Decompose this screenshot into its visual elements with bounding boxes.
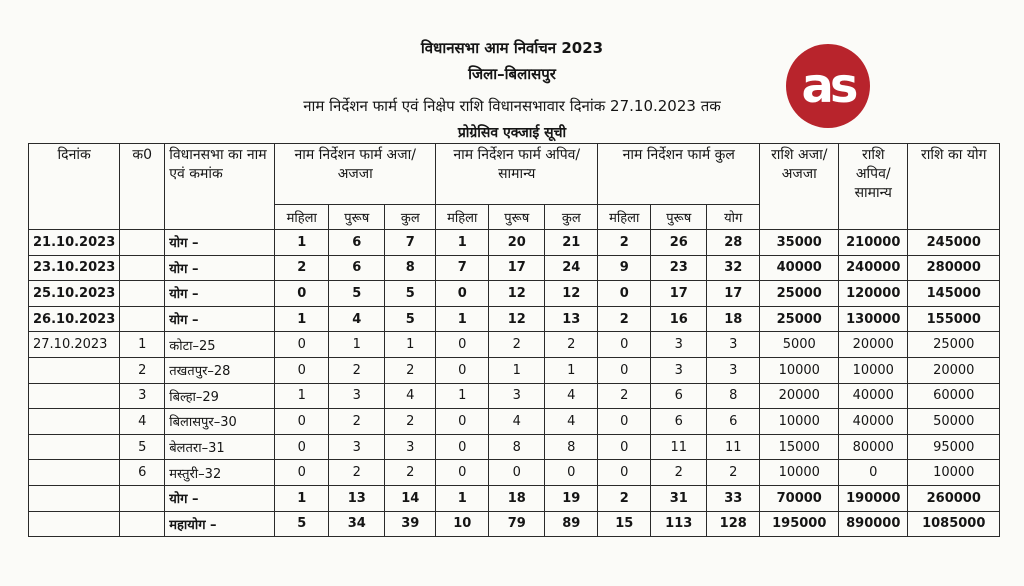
row-cell: 28 bbox=[707, 230, 760, 256]
table-row bbox=[29, 511, 1000, 537]
progressive-table bbox=[28, 143, 1000, 537]
row-cell: 40000 bbox=[839, 409, 908, 435]
table-body bbox=[29, 230, 1000, 537]
subheader-female: महिला bbox=[275, 205, 329, 230]
row-cell: 11 bbox=[707, 434, 760, 460]
row-cell: 4 bbox=[385, 383, 436, 409]
row-constituency: बेलतरा–31 bbox=[165, 434, 275, 460]
row-cell: 31 bbox=[651, 485, 707, 511]
row-cell: 0 bbox=[545, 460, 598, 486]
table-row bbox=[29, 434, 1000, 460]
row-constituency: बिल्हा–29 bbox=[165, 383, 275, 409]
header-date: दिनांक bbox=[29, 144, 120, 230]
row-cell: 128 bbox=[707, 511, 760, 537]
row-cell: 70000 bbox=[760, 485, 839, 511]
row-cell: 15000 bbox=[760, 434, 839, 460]
row-constituency: योग – bbox=[165, 281, 275, 307]
row-constituency: योग – bbox=[165, 485, 275, 511]
row-serial: 4 bbox=[120, 409, 165, 435]
row-serial: 2 bbox=[120, 357, 165, 383]
row-cell: 2 bbox=[598, 383, 651, 409]
row-cell: 0 bbox=[598, 409, 651, 435]
list-title: प्रोग्रेसिव एक्जाई सूची bbox=[457, 125, 567, 141]
row-cell: 5 bbox=[275, 511, 329, 537]
row-cell: 0 bbox=[436, 409, 489, 435]
row-serial bbox=[120, 485, 165, 511]
row-cell: 8 bbox=[545, 434, 598, 460]
row-cell: 155000 bbox=[908, 306, 1000, 332]
subheader-female: महिला bbox=[598, 205, 651, 230]
row-cell: 5 bbox=[385, 281, 436, 307]
subheader-female: महिला bbox=[436, 205, 489, 230]
row-date bbox=[29, 460, 120, 486]
header-group-obc-general: नाम निर्देशन फार्म अपिव/सामान्य bbox=[436, 144, 598, 205]
row-cell: 1 bbox=[436, 485, 489, 511]
row-cell: 2 bbox=[489, 332, 545, 358]
row-cell: 0 bbox=[598, 434, 651, 460]
row-cell: 10000 bbox=[760, 357, 839, 383]
row-serial bbox=[120, 511, 165, 537]
row-cell: 1 bbox=[385, 332, 436, 358]
row-constituency: महायोग – bbox=[165, 511, 275, 537]
row-cell: 3 bbox=[329, 383, 385, 409]
row-cell: 26 bbox=[651, 230, 707, 256]
row-constituency: बिलासपुर–30 bbox=[165, 409, 275, 435]
row-cell: 24 bbox=[545, 255, 598, 281]
row-cell: 21 bbox=[545, 230, 598, 256]
row-cell: 13 bbox=[545, 306, 598, 332]
row-cell: 8 bbox=[489, 434, 545, 460]
row-cell: 4 bbox=[329, 306, 385, 332]
row-constituency: मस्तुरी–32 bbox=[165, 460, 275, 486]
row-date bbox=[29, 434, 120, 460]
row-cell: 8 bbox=[385, 255, 436, 281]
row-cell: 18 bbox=[707, 306, 760, 332]
row-date bbox=[29, 383, 120, 409]
subheader-male: पुरूष bbox=[651, 205, 707, 230]
row-cell: 2 bbox=[545, 332, 598, 358]
row-cell: 10000 bbox=[839, 357, 908, 383]
row-cell: 20000 bbox=[839, 332, 908, 358]
row-cell: 5 bbox=[329, 281, 385, 307]
header-serial: क0 bbox=[120, 144, 165, 230]
row-cell: 3 bbox=[707, 357, 760, 383]
header-amount-sc-st: राशि अजा/अजजा bbox=[760, 144, 839, 230]
table-row bbox=[29, 306, 1000, 332]
row-cell: 10000 bbox=[908, 460, 1000, 486]
row-cell: 0 bbox=[598, 281, 651, 307]
row-cell: 130000 bbox=[839, 306, 908, 332]
row-date: 27.10.2023 bbox=[29, 332, 120, 358]
row-cell: 0 bbox=[839, 460, 908, 486]
row-cell: 40000 bbox=[760, 255, 839, 281]
subheader-male: पुरूष bbox=[329, 205, 385, 230]
row-cell: 14 bbox=[385, 485, 436, 511]
row-cell: 20 bbox=[489, 230, 545, 256]
row-cell: 210000 bbox=[839, 230, 908, 256]
row-cell: 50000 bbox=[908, 409, 1000, 435]
row-cell: 240000 bbox=[839, 255, 908, 281]
row-cell: 32 bbox=[707, 255, 760, 281]
table-row bbox=[29, 255, 1000, 281]
row-date bbox=[29, 485, 120, 511]
row-cell: 1 bbox=[275, 306, 329, 332]
row-cell: 0 bbox=[275, 332, 329, 358]
row-cell: 0 bbox=[489, 460, 545, 486]
row-cell: 0 bbox=[275, 409, 329, 435]
row-cell: 1 bbox=[275, 383, 329, 409]
row-cell: 79 bbox=[489, 511, 545, 537]
row-cell: 2 bbox=[329, 460, 385, 486]
row-cell: 120000 bbox=[839, 281, 908, 307]
row-cell: 5000 bbox=[760, 332, 839, 358]
logo-text: as bbox=[801, 58, 855, 114]
row-cell: 3 bbox=[489, 383, 545, 409]
row-cell: 19 bbox=[545, 485, 598, 511]
row-cell: 1 bbox=[436, 383, 489, 409]
row-cell: 2 bbox=[598, 485, 651, 511]
row-cell: 260000 bbox=[908, 485, 1000, 511]
row-cell: 1 bbox=[545, 357, 598, 383]
row-constituency: तखतपुर–28 bbox=[165, 357, 275, 383]
row-cell: 9 bbox=[598, 255, 651, 281]
header-amount-obc-general: राशि अपिव/सामान्य bbox=[839, 144, 908, 230]
row-cell: 0 bbox=[598, 357, 651, 383]
district-title: जिला–बिलासपुर bbox=[468, 65, 556, 83]
row-cell: 4 bbox=[545, 383, 598, 409]
row-cell: 195000 bbox=[760, 511, 839, 537]
row-cell: 17 bbox=[651, 281, 707, 307]
row-cell: 6 bbox=[651, 383, 707, 409]
row-cell: 2 bbox=[385, 409, 436, 435]
table-row bbox=[29, 230, 1000, 256]
row-cell: 25000 bbox=[908, 332, 1000, 358]
row-constituency: योग – bbox=[165, 306, 275, 332]
row-cell: 17 bbox=[707, 281, 760, 307]
row-cell: 11 bbox=[651, 434, 707, 460]
row-cell: 35000 bbox=[760, 230, 839, 256]
row-cell: 2 bbox=[598, 306, 651, 332]
row-cell: 39 bbox=[385, 511, 436, 537]
row-cell: 7 bbox=[436, 255, 489, 281]
table-row bbox=[29, 409, 1000, 435]
row-cell: 40000 bbox=[839, 383, 908, 409]
row-date: 25.10.2023 bbox=[29, 281, 120, 307]
row-cell: 25000 bbox=[760, 281, 839, 307]
row-cell: 1 bbox=[275, 485, 329, 511]
table-row bbox=[29, 460, 1000, 486]
subheader-total: कुल bbox=[545, 205, 598, 230]
row-cell: 2 bbox=[651, 460, 707, 486]
table-row bbox=[29, 485, 1000, 511]
table-row bbox=[29, 357, 1000, 383]
row-cell: 3 bbox=[651, 332, 707, 358]
row-cell: 6 bbox=[329, 230, 385, 256]
row-cell: 2 bbox=[598, 230, 651, 256]
row-cell: 89 bbox=[545, 511, 598, 537]
row-cell: 0 bbox=[436, 332, 489, 358]
row-cell: 113 bbox=[651, 511, 707, 537]
row-cell: 6 bbox=[651, 409, 707, 435]
row-cell: 1 bbox=[275, 230, 329, 256]
row-cell: 25000 bbox=[760, 306, 839, 332]
row-cell: 33 bbox=[707, 485, 760, 511]
row-cell: 20000 bbox=[760, 383, 839, 409]
row-cell: 20000 bbox=[908, 357, 1000, 383]
election-title: विधानसभा आम निर्वाचन 2023 bbox=[420, 39, 604, 57]
row-cell: 5 bbox=[385, 306, 436, 332]
row-cell: 2 bbox=[707, 460, 760, 486]
row-cell: 95000 bbox=[908, 434, 1000, 460]
row-cell: 1 bbox=[436, 230, 489, 256]
row-serial bbox=[120, 255, 165, 281]
subheader-sum: योग bbox=[707, 205, 760, 230]
row-cell: 0 bbox=[598, 460, 651, 486]
row-cell: 10000 bbox=[760, 460, 839, 486]
row-cell: 1 bbox=[489, 357, 545, 383]
header-group-total: नाम निर्देशन फार्म कुल bbox=[598, 144, 760, 205]
header-constituency: विधानसभा का नाम एवं कमांक bbox=[165, 144, 275, 230]
row-cell: 0 bbox=[275, 357, 329, 383]
row-cell: 2 bbox=[385, 460, 436, 486]
row-cell: 280000 bbox=[908, 255, 1000, 281]
row-cell: 2 bbox=[275, 255, 329, 281]
row-cell: 10000 bbox=[760, 409, 839, 435]
row-cell: 0 bbox=[275, 460, 329, 486]
row-cell: 4 bbox=[489, 409, 545, 435]
row-cell: 80000 bbox=[839, 434, 908, 460]
row-cell: 13 bbox=[329, 485, 385, 511]
table-row bbox=[29, 281, 1000, 307]
row-cell: 2 bbox=[385, 357, 436, 383]
row-cell: 4 bbox=[545, 409, 598, 435]
header-group-sc-st: नाम निर्देशन फार्म अजा/अजजा bbox=[275, 144, 436, 205]
row-serial bbox=[120, 230, 165, 256]
row-cell: 23 bbox=[651, 255, 707, 281]
row-cell: 17 bbox=[489, 255, 545, 281]
table-row bbox=[29, 383, 1000, 409]
row-cell: 18 bbox=[489, 485, 545, 511]
row-cell: 145000 bbox=[908, 281, 1000, 307]
row-cell: 34 bbox=[329, 511, 385, 537]
row-cell: 8 bbox=[707, 383, 760, 409]
watermark-logo bbox=[786, 44, 870, 128]
row-cell: 3 bbox=[329, 434, 385, 460]
row-cell: 245000 bbox=[908, 230, 1000, 256]
row-date: 21.10.2023 bbox=[29, 230, 120, 256]
row-date bbox=[29, 511, 120, 537]
subheader-male: पुरूष bbox=[489, 205, 545, 230]
row-date: 26.10.2023 bbox=[29, 306, 120, 332]
row-cell: 2 bbox=[329, 357, 385, 383]
row-cell: 2 bbox=[329, 409, 385, 435]
row-cell: 12 bbox=[489, 306, 545, 332]
row-cell: 0 bbox=[436, 434, 489, 460]
row-cell: 15 bbox=[598, 511, 651, 537]
row-cell: 10 bbox=[436, 511, 489, 537]
row-cell: 12 bbox=[489, 281, 545, 307]
row-cell: 890000 bbox=[839, 511, 908, 537]
row-cell: 3 bbox=[385, 434, 436, 460]
row-date: 23.10.2023 bbox=[29, 255, 120, 281]
row-cell: 6 bbox=[329, 255, 385, 281]
row-cell: 6 bbox=[707, 409, 760, 435]
row-date bbox=[29, 409, 120, 435]
row-cell: 190000 bbox=[839, 485, 908, 511]
row-cell: 3 bbox=[707, 332, 760, 358]
row-constituency: योग – bbox=[165, 230, 275, 256]
row-cell: 1085000 bbox=[908, 511, 1000, 537]
row-serial: 5 bbox=[120, 434, 165, 460]
row-cell: 1 bbox=[329, 332, 385, 358]
report-subtitle: नाम निर्देशन फार्म एवं निक्षेप राशि विधानसभावार दिनांक 27.10.2023 तक bbox=[303, 97, 721, 115]
row-date bbox=[29, 357, 120, 383]
row-cell: 3 bbox=[651, 357, 707, 383]
row-serial bbox=[120, 281, 165, 307]
row-serial: 1 bbox=[120, 332, 165, 358]
row-cell: 0 bbox=[436, 460, 489, 486]
row-cell: 12 bbox=[545, 281, 598, 307]
header-amount-total: राशि का योग bbox=[908, 144, 1000, 230]
row-cell: 0 bbox=[436, 357, 489, 383]
header-row-1 bbox=[29, 144, 1000, 205]
row-cell: 7 bbox=[385, 230, 436, 256]
row-cell: 0 bbox=[275, 281, 329, 307]
table-row bbox=[29, 332, 1000, 358]
row-serial: 3 bbox=[120, 383, 165, 409]
row-cell: 16 bbox=[651, 306, 707, 332]
subheader-total: कुल bbox=[385, 205, 436, 230]
row-constituency: योग – bbox=[165, 255, 275, 281]
row-cell: 0 bbox=[598, 332, 651, 358]
row-cell: 0 bbox=[275, 434, 329, 460]
row-serial bbox=[120, 306, 165, 332]
row-cell: 1 bbox=[436, 306, 489, 332]
row-serial: 6 bbox=[120, 460, 165, 486]
row-constituency: कोटा–25 bbox=[165, 332, 275, 358]
row-cell: 60000 bbox=[908, 383, 1000, 409]
row-cell: 0 bbox=[436, 281, 489, 307]
